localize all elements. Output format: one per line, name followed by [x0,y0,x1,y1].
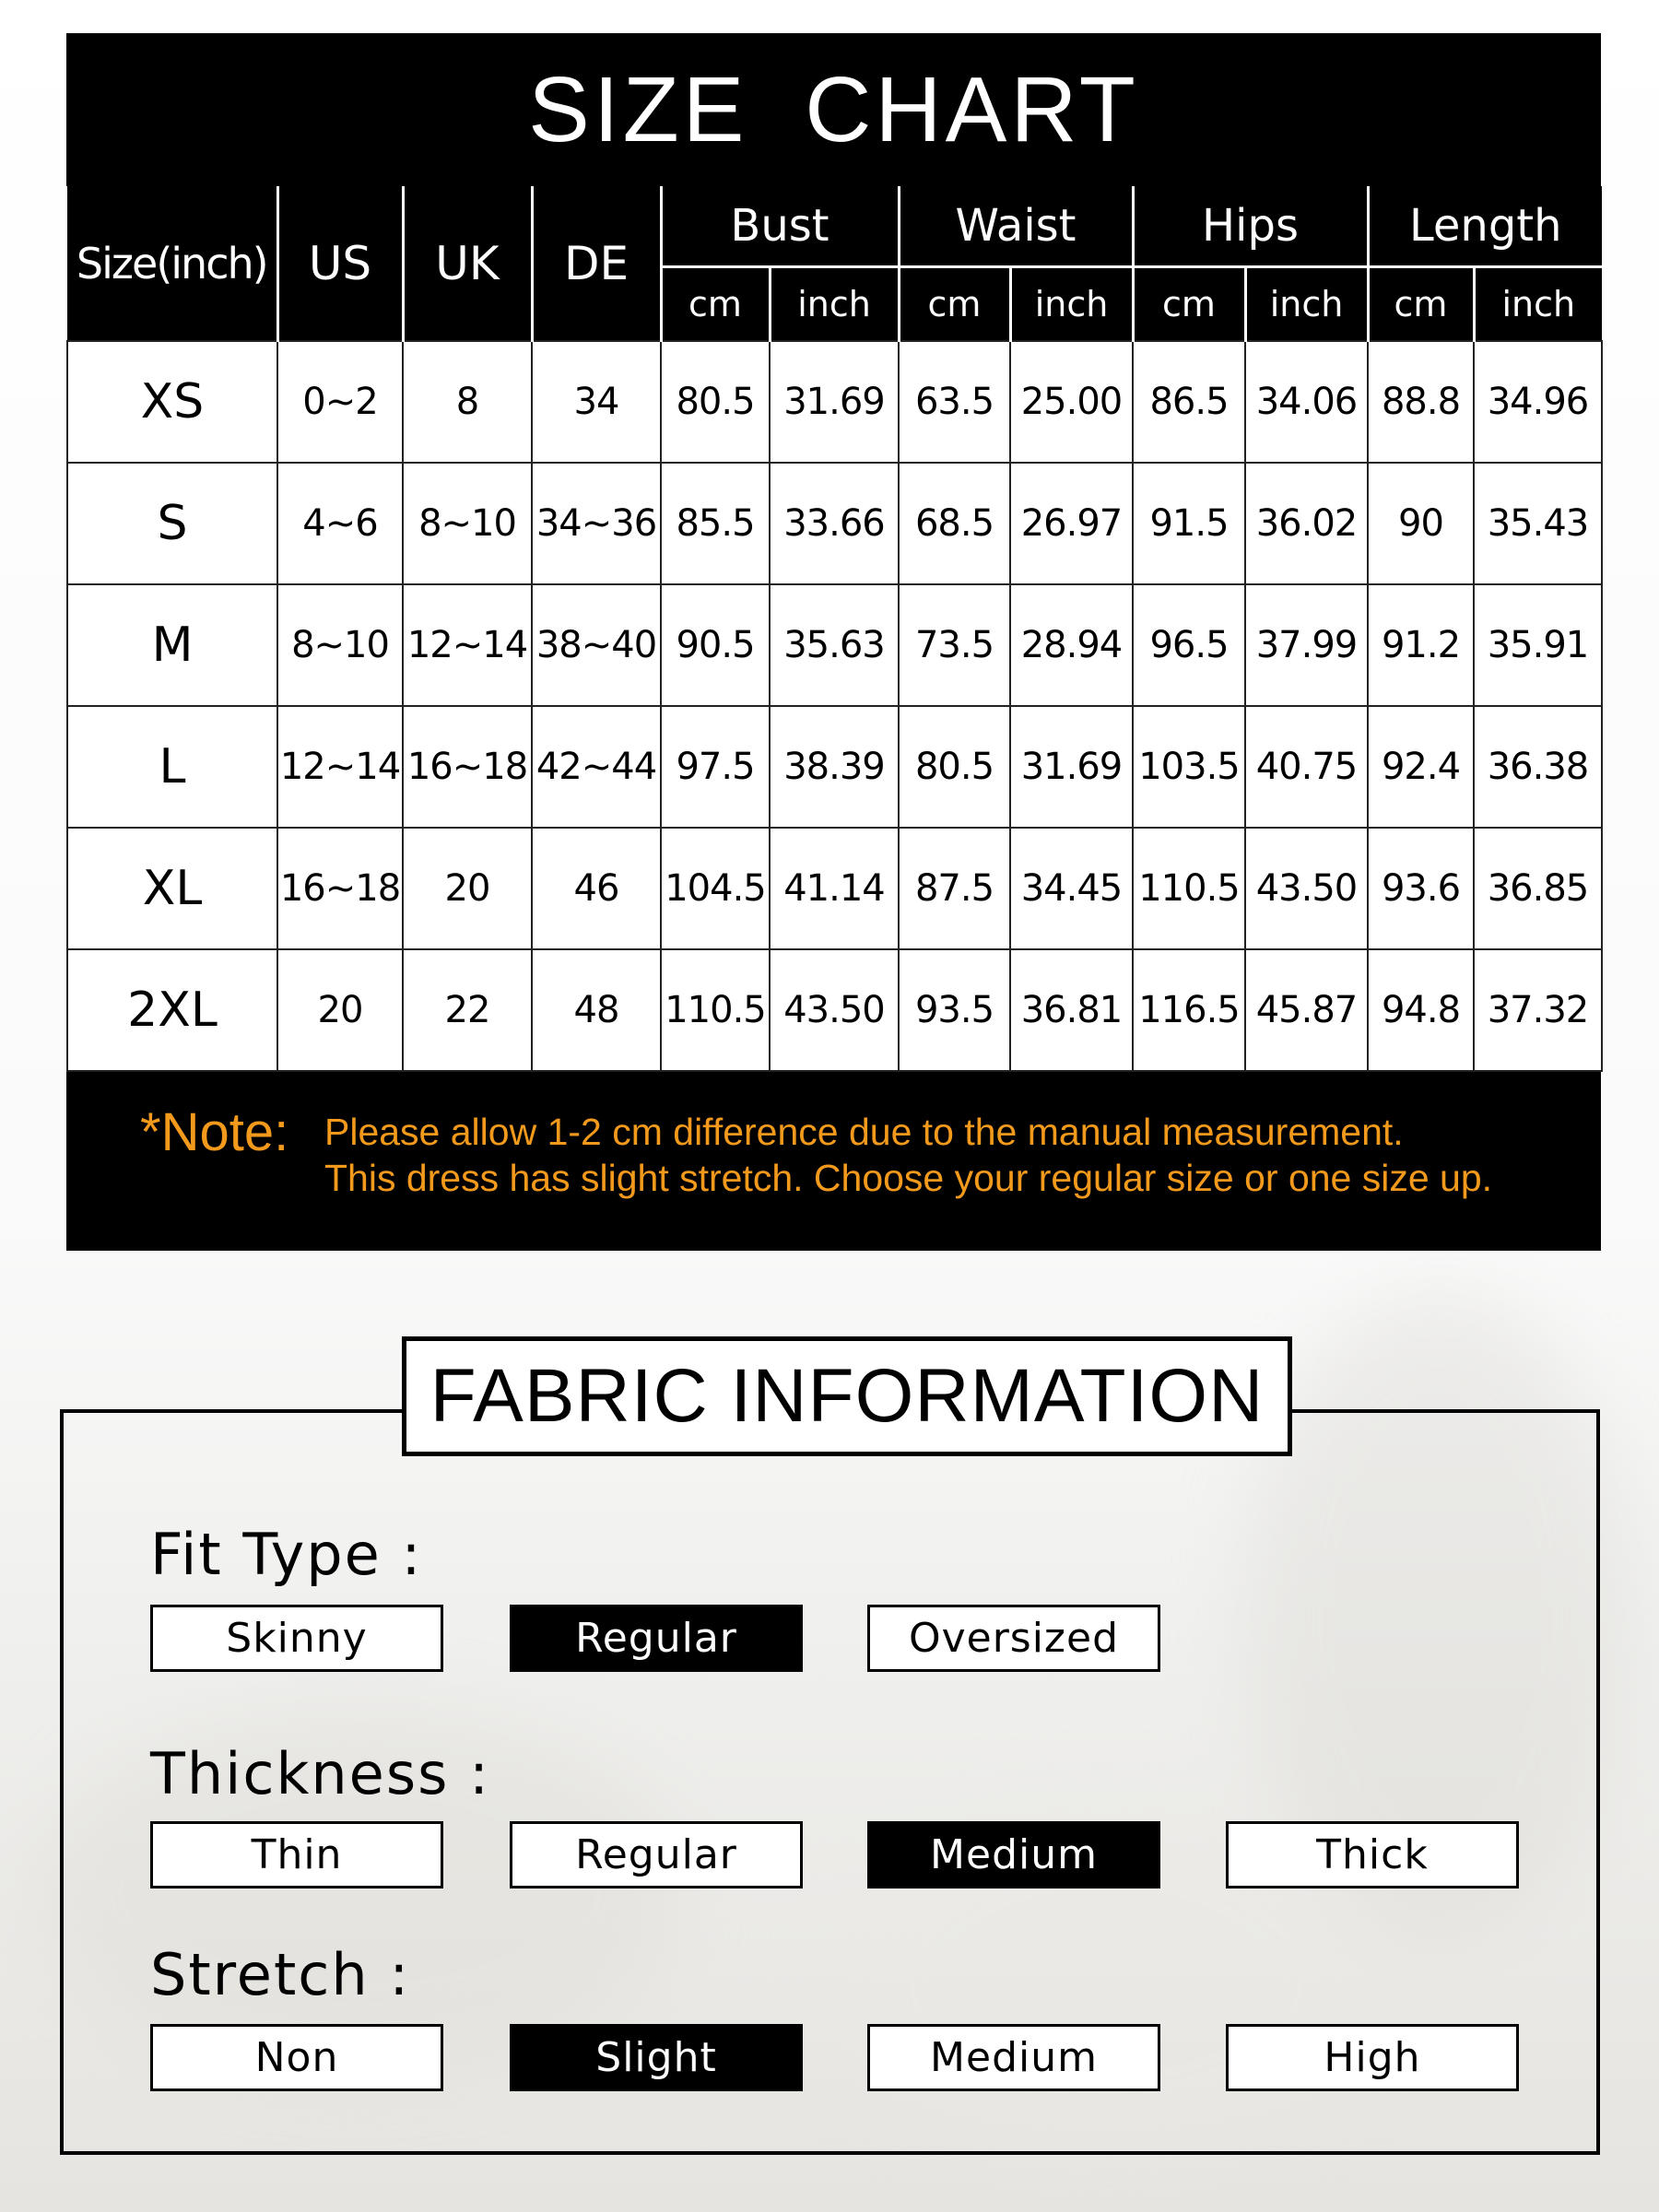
table-cell: 36.38 [1474,706,1602,828]
unit-header: cm [899,267,1010,342]
table-row [67,949,1602,1071]
table-cell: 34 [532,341,661,463]
table-cell: 34~36 [532,463,661,584]
table-cell: 93.6 [1368,828,1474,949]
table-cell: 31.69 [770,341,899,463]
table-cell: 103.5 [1133,706,1245,828]
header-hips: Hips [1133,186,1368,267]
table-cell: 26.97 [1010,463,1133,584]
table-cell: 43.50 [770,949,899,1071]
thickness-option-thin: Thin [150,1821,443,1888]
size-label-cell: XL [67,828,277,949]
table-cell: 8 [403,341,532,463]
table-cell: 31.69 [1010,706,1133,828]
table-row [67,828,1602,949]
table-cell: 37.32 [1474,949,1602,1071]
table-cell: 43.50 [1245,828,1368,949]
thickness-option-thick: Thick [1226,1821,1519,1888]
header-waist: Waist [899,186,1133,267]
table-cell: 80.5 [661,341,770,463]
unit-header: inch [1474,267,1602,342]
table-row [67,584,1602,706]
size-label-cell: M [67,584,277,706]
table-cell: 37.99 [1245,584,1368,706]
table-cell: 48 [532,949,661,1071]
table-cell: 68.5 [899,463,1010,584]
header-uk: UK [403,186,532,341]
size-label-cell: 2XL [67,949,277,1071]
table-cell: 45.87 [1245,949,1368,1071]
table-cell: 38.39 [770,706,899,828]
stretch-option-medium: Medium [867,2024,1160,2091]
table-cell: 35.91 [1474,584,1602,706]
table-cell: 34.45 [1010,828,1133,949]
note-panel [66,1072,1601,1251]
size-chart-title: SIZE CHART [66,33,1601,186]
header-de: DE [532,186,661,341]
table-cell: 91.5 [1133,463,1245,584]
table-cell: 36.02 [1245,463,1368,584]
stretch-option-slight: Slight [510,2024,803,2091]
size-label-cell: S [67,463,277,584]
fit-type-option-oversized: Oversized [867,1605,1160,1672]
note-label: *Note: [140,1102,289,1162]
size-table-body [67,341,1602,1071]
header-length: Length [1368,186,1602,267]
size-label-cell: L [67,706,277,828]
table-cell: 36.81 [1010,949,1133,1071]
table-cell: 63.5 [899,341,1010,463]
table-cell: 97.5 [661,706,770,828]
table-cell: 35.43 [1474,463,1602,584]
table-cell: 8~10 [277,584,403,706]
size-chart [66,33,1601,1251]
note-line-1: Please allow 1-2 cm difference due to the manual measurement. [324,1111,1404,1153]
table-cell: 35.63 [770,584,899,706]
table-cell: 80.5 [899,706,1010,828]
fit-type-option-skinny: Skinny [150,1605,443,1672]
note-line-2: This dress has slight stretch. Choose your regular size or one size up. [324,1157,1493,1199]
table-cell: 42~44 [532,706,661,828]
fabric-info-title: FABRIC INFORMATION [402,1336,1292,1456]
table-cell: 73.5 [899,584,1010,706]
thickness-label: Thickness : [150,1740,491,1807]
table-cell: 33.66 [770,463,899,584]
table-cell: 94.8 [1368,949,1474,1071]
table-cell: 87.5 [899,828,1010,949]
table-cell: 25.00 [1010,341,1133,463]
table-cell: 20 [277,949,403,1071]
table-row [67,341,1602,463]
header-us: US [277,186,403,341]
thickness-option-medium: Medium [867,1821,1160,1888]
table-cell: 40.75 [1245,706,1368,828]
table-cell: 0~2 [277,341,403,463]
table-cell: 86.5 [1133,341,1245,463]
table-cell: 4~6 [277,463,403,584]
stretch-label: Stretch : [150,1941,411,2008]
size-label-cell: XS [67,341,277,463]
table-cell: 91.2 [1368,584,1474,706]
header-size: Size(inch) [67,186,277,341]
stretch-option-high: High [1226,2024,1519,2091]
table-cell: 90.5 [661,584,770,706]
table-cell: 104.5 [661,828,770,949]
table-cell: 36.85 [1474,828,1602,949]
thickness-option-regular: Regular [510,1821,803,1888]
unit-header: cm [1368,267,1474,342]
table-cell: 12~14 [277,706,403,828]
table-cell: 110.5 [1133,828,1245,949]
table-cell: 92.4 [1368,706,1474,828]
table-cell: 34.96 [1474,341,1602,463]
size-table [66,186,1603,1072]
unit-header: cm [661,267,770,342]
table-cell: 12~14 [403,584,532,706]
table-cell: 46 [532,828,661,949]
table-cell: 38~40 [532,584,661,706]
table-cell: 28.94 [1010,584,1133,706]
table-cell: 110.5 [661,949,770,1071]
table-cell: 16~18 [277,828,403,949]
table-row [67,706,1602,828]
table-cell: 20 [403,828,532,949]
table-cell: 93.5 [899,949,1010,1071]
table-cell: 16~18 [403,706,532,828]
unit-header: cm [1133,267,1245,342]
table-cell: 90 [1368,463,1474,584]
fit-type-option-regular: Regular [510,1605,803,1672]
table-cell: 34.06 [1245,341,1368,463]
table-cell: 88.8 [1368,341,1474,463]
table-cell: 41.14 [770,828,899,949]
stretch-option-non: Non [150,2024,443,2091]
unit-header: inch [1010,267,1133,342]
table-cell: 8~10 [403,463,532,584]
fit-type-label: Fit Type : [150,1521,423,1588]
unit-header: inch [770,267,899,342]
table-cell: 22 [403,949,532,1071]
table-row [67,463,1602,584]
table-cell: 85.5 [661,463,770,584]
header-bust: Bust [661,186,899,267]
unit-header: inch [1245,267,1368,342]
table-cell: 116.5 [1133,949,1245,1071]
table-cell: 96.5 [1133,584,1245,706]
